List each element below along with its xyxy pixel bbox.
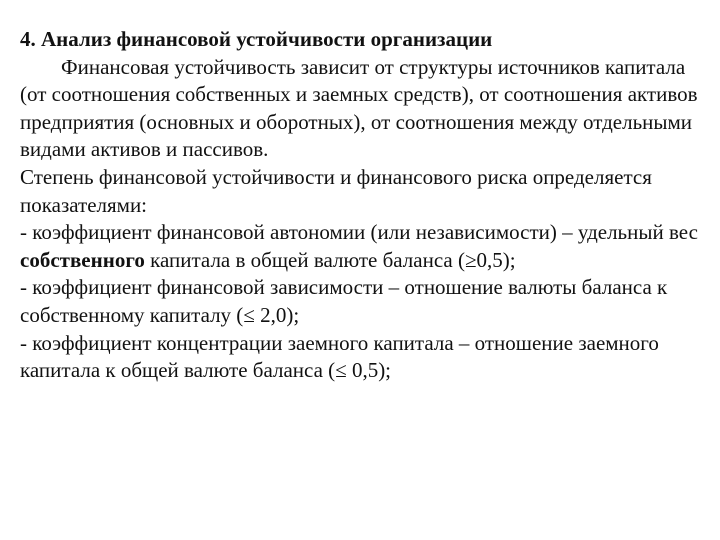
indicator-item-concentration: - коэффициент концентрации заемного капитала – отношение заемного капитала к общей валюте баланса (≤ 0,5); xyxy=(20,330,659,383)
indicator-autonomy-text-end: капитала в общей валюте баланса (≥0,5); xyxy=(144,247,516,272)
degree-paragraph: Степень финансовой устойчивости и финансового риска определяется показателями: xyxy=(20,164,652,217)
indicator-autonomy-bold-word: собственного xyxy=(20,247,145,272)
slide-text-block xyxy=(20,26,712,385)
indicator-item-autonomy xyxy=(20,219,712,274)
indicator-item-dependence: - коэффициент финансовой зависимости – отношение валюты баланса к собственному капиталу (≤ 2,0); xyxy=(20,275,668,327)
slide-heading: 4. Анализ финансовой устойчивости организации xyxy=(20,27,493,51)
intro-paragraph: Финансовая устойчивость зависит от структуры источников капитала (от соотношения собственных и заемных средств), от соотношения активов предприятия (основных и оборотных), от соотношения между отдельными видами активов и пассивов. xyxy=(20,54,698,162)
indicator-autonomy-text-start: - коэффициент финансовой автономии (или независимости) – удельный вес xyxy=(20,220,698,245)
